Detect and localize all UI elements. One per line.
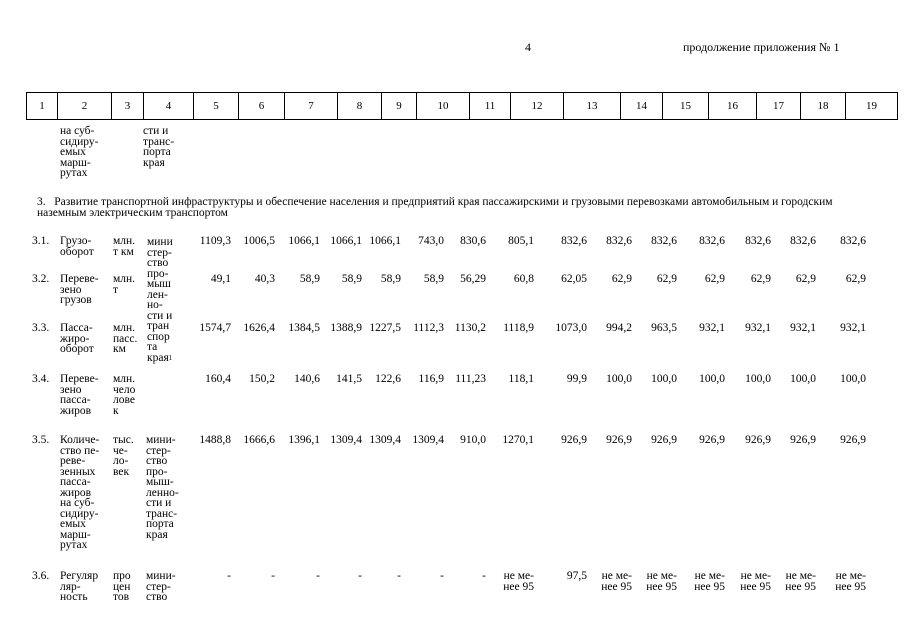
section-title: Развитие транспортной инфраструктуры и обеспечение населения и предприятий края пассажирскими и грузовыми перевозками автомобильным и городским наземным электрическим транспортом — [37, 196, 833, 219]
value-cell: 1118,9 — [503, 322, 534, 334]
value-cell: 97,5 — [566, 570, 587, 582]
value-cell: 100,0 — [790, 373, 816, 385]
value-cell: - — [397, 570, 401, 582]
column-header-10: 10 — [417, 93, 470, 120]
value-cell: 62,9 — [656, 273, 677, 285]
value-cell: 122,6 — [375, 373, 401, 385]
value-cell: не ме- нее 95 — [646, 570, 677, 593]
value-cell: 832,6 — [606, 235, 632, 247]
value-cell: 963,5 — [651, 322, 677, 334]
column-header-12: 12 — [511, 93, 564, 120]
carry-over-name: на суб- сидиру- емых марш- рутах — [60, 125, 99, 179]
value-cell: 932,1 — [840, 322, 866, 334]
value-cell: 100,0 — [745, 373, 771, 385]
section-number: 3. — [37, 196, 46, 208]
value-cell: - — [482, 570, 486, 582]
ministry-block-3: мини- стер- ство — [146, 570, 176, 603]
column-header-3: 3 — [112, 93, 144, 120]
value-cell: 926,9 — [561, 434, 587, 446]
value-cell: 141,5 — [336, 373, 362, 385]
value-cell: 1112,3 — [413, 322, 444, 334]
value-cell: 832,6 — [745, 235, 771, 247]
value-cell: 926,9 — [840, 434, 866, 446]
unit-of-measure: млн. пасс. км — [113, 322, 138, 355]
value-cell: - — [440, 570, 444, 582]
value-cell: - — [316, 570, 320, 582]
value-cell: 111,23 — [455, 373, 486, 385]
value-cell: 1488,8 — [199, 434, 231, 446]
row-number: 3.4. — [32, 373, 50, 385]
value-cell: 743,0 — [418, 235, 444, 247]
value-cell: 1384,5 — [288, 322, 320, 334]
value-cell: 62,9 — [704, 273, 725, 285]
value-cell: - — [358, 570, 362, 582]
value-cell: 832,6 — [651, 235, 677, 247]
value-cell: 1270,1 — [502, 434, 534, 446]
value-cell: 1574,7 — [199, 322, 231, 334]
unit-of-measure: тыс. че- ло- век — [113, 434, 134, 478]
value-cell: 58,9 — [341, 273, 362, 285]
value-cell: не ме- нее 95 — [503, 570, 534, 593]
value-cell: 62,9 — [845, 273, 866, 285]
value-cell: 1309,4 — [412, 434, 444, 446]
row-number: 3.6. — [32, 570, 50, 582]
value-cell: не ме- нее 95 — [740, 570, 771, 593]
value-cell: 1626,4 — [243, 322, 275, 334]
value-cell: - — [271, 570, 275, 582]
column-header-2: 2 — [58, 93, 112, 120]
value-cell: 1066,1 — [330, 235, 362, 247]
value-cell: 100,0 — [840, 373, 866, 385]
ministry-block-2: мини- стер- ство про- мыш- ленно- сти и транс- порта края — [146, 434, 179, 541]
column-header-13: 13 — [564, 93, 621, 120]
value-cell: 1388,9 — [330, 322, 362, 334]
row-number: 3.2. — [32, 273, 50, 285]
value-cell: 100,0 — [651, 373, 677, 385]
row-number: 3.3. — [32, 322, 50, 334]
value-cell: 1396,1 — [288, 434, 320, 446]
continuation-label: продолжение приложения № 1 — [683, 40, 840, 54]
value-cell: 1066,1 — [369, 235, 401, 247]
value-cell: 805,1 — [508, 235, 534, 247]
ministry-block-1: мини стер- ство про- мыш лен- но- сти и тран спор та края$^1$ — [147, 236, 173, 364]
column-header-6: 6 — [239, 93, 285, 120]
value-cell: 926,9 — [699, 434, 725, 446]
indicator-name: Регуляр ляр- ность — [60, 570, 99, 603]
column-header-5: 5 — [194, 93, 239, 120]
value-cell: 910,0 — [460, 434, 486, 446]
indicator-name: Количе- ство пе- реве- зенных пасса- жиров на суб- сидиру- емых марш- рутах — [60, 434, 100, 551]
value-cell: 118,1 — [508, 373, 534, 385]
unit-of-measure: млн. чело лове к — [113, 373, 136, 417]
value-cell: 1666,6 — [243, 434, 275, 446]
value-cell: 116,9 — [418, 373, 444, 385]
value-cell: не ме- нее 95 — [785, 570, 816, 593]
value-cell: 49,1 — [210, 273, 231, 285]
row-number: 3.5. — [32, 434, 50, 446]
value-cell: 926,9 — [606, 434, 632, 446]
value-cell: - — [227, 570, 231, 582]
column-header-11: 11 — [470, 93, 511, 120]
column-header-4: 4 — [144, 93, 194, 120]
column-header-19: 19 — [846, 93, 898, 120]
column-header-table — [26, 92, 898, 120]
value-cell: 58,9 — [299, 273, 320, 285]
value-cell: 1006,5 — [243, 235, 275, 247]
value-cell: 832,6 — [840, 235, 866, 247]
value-cell: 1073,0 — [555, 322, 587, 334]
value-cell: 150,2 — [249, 373, 275, 385]
value-cell: 160,4 — [205, 373, 231, 385]
value-cell: 832,6 — [561, 235, 587, 247]
value-cell: 932,1 — [790, 322, 816, 334]
indicator-name: Переве- зено пасса- жиров — [60, 373, 99, 417]
value-cell: не ме- нее 95 — [694, 570, 725, 593]
value-cell: 62,05 — [561, 273, 587, 285]
page-number: 4 — [525, 40, 531, 54]
value-cell: 56,29 — [460, 273, 486, 285]
column-header-1: 1 — [27, 93, 58, 120]
column-header-17: 17 — [757, 93, 801, 120]
value-cell: 830,6 — [460, 235, 486, 247]
column-header-18: 18 — [801, 93, 846, 120]
value-cell: 58,9 — [423, 273, 444, 285]
value-cell: 932,1 — [745, 322, 771, 334]
column-header-14: 14 — [621, 93, 663, 120]
value-cell: 62,9 — [611, 273, 632, 285]
indicator-name: Пасса- жиро- оборот — [60, 322, 94, 355]
value-cell: 926,9 — [651, 434, 677, 446]
value-cell: 58,9 — [380, 273, 401, 285]
value-cell: 99,9 — [566, 373, 587, 385]
value-cell: 60,8 — [513, 273, 534, 285]
indicator-name: Переве- зено грузов — [60, 273, 99, 306]
value-cell: 926,9 — [745, 434, 771, 446]
column-header-9: 9 — [382, 93, 417, 120]
unit-of-measure: млн. т км — [113, 235, 136, 258]
value-cell: 932,1 — [699, 322, 725, 334]
carry-over-ministry: сти и транс- порта края — [143, 125, 175, 169]
value-cell: не ме- нее 95 — [601, 570, 632, 593]
value-cell: 832,6 — [699, 235, 725, 247]
value-cell: 140,6 — [294, 373, 320, 385]
value-cell: 1227,5 — [369, 322, 401, 334]
value-cell: 1309,4 — [330, 434, 362, 446]
value-cell: 994,2 — [606, 322, 632, 334]
value-cell: 1309,4 — [369, 434, 401, 446]
footnote-mark: 1 — [168, 353, 173, 362]
row-number: 3.1. — [32, 235, 50, 247]
value-cell: не ме- нее 95 — [835, 570, 866, 593]
value-cell: 40,3 — [254, 273, 275, 285]
value-cell: 1130,2 — [454, 322, 486, 334]
column-header-15: 15 — [663, 93, 709, 120]
value-cell: 62,9 — [750, 273, 771, 285]
column-header-7: 7 — [285, 93, 338, 120]
value-cell: 62,9 — [795, 273, 816, 285]
value-cell: 100,0 — [699, 373, 725, 385]
unit-of-measure: про цен тов — [113, 570, 131, 603]
column-header-row — [27, 93, 898, 120]
indicator-name: Грузо- оборот — [60, 235, 94, 258]
unit-of-measure: млн. т — [113, 273, 136, 296]
value-cell: 100,0 — [606, 373, 632, 385]
column-header-8: 8 — [338, 93, 382, 120]
value-cell: 832,6 — [790, 235, 816, 247]
value-cell: 1066,1 — [288, 235, 320, 247]
value-cell: 1109,3 — [199, 235, 231, 247]
section-heading — [37, 197, 867, 219]
value-cell: 926,9 — [790, 434, 816, 446]
column-header-16: 16 — [709, 93, 757, 120]
